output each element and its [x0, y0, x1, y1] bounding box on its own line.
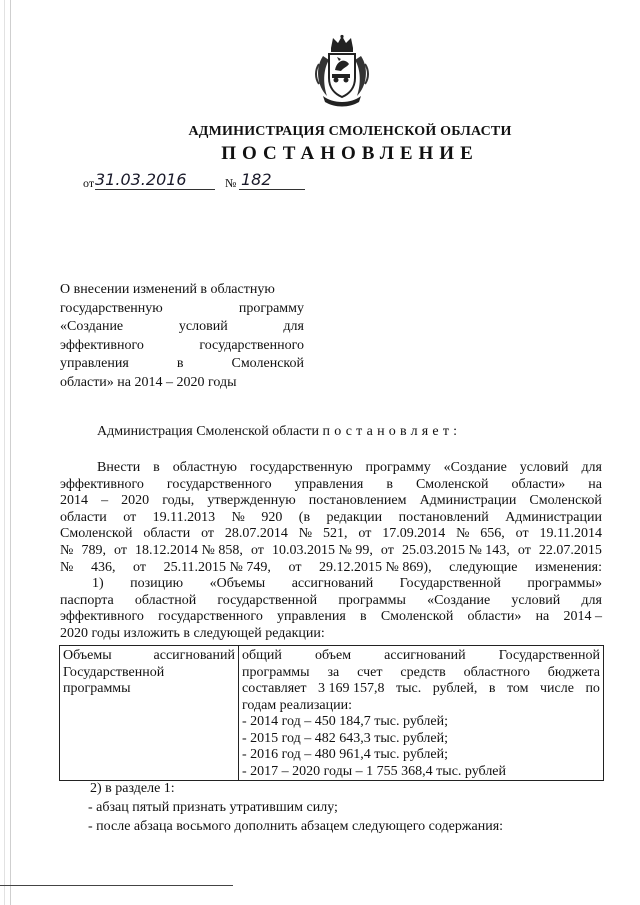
subject-line: О внесении изменений в областную	[60, 282, 275, 297]
body-line: 2020 годы изложить в следующей редакции:	[60, 625, 325, 641]
program-funding-table	[59, 645, 604, 781]
document-subject	[60, 281, 304, 392]
subject-line: государственную программу	[60, 300, 304, 316]
funding-position-label-cell: Объемы ассигнований Государственной программы	[60, 646, 239, 781]
date-underline	[95, 189, 215, 190]
body-line: 1) позицию «Объемы ассигнований Государственной программы»	[92, 576, 602, 592]
funding-value-cell: общий объем ассигнований Государственной программы за счет средств областного бюджета составляет 3 169 157,8 тыс. рублей, в том числе по годам реализации: - 2014 год – 450 184,7 тыс. рублей; - 2015 год – 482 643,3 тыс. рублей; - 2016 год – 480 961,4 тыс. рублей; - 2017 – 2020 годы – 1 755 368,4 тыс. рублей	[239, 646, 604, 781]
body-line: 2014 – 2020 годы, утвержденную постановлением Администрации Смоленской	[60, 493, 602, 509]
resolution-verb: постановляет:	[322, 424, 462, 439]
item-2: 2) в разделе 1:	[90, 781, 175, 796]
body-line: № 436, от 25.11.2015 № 749, от 29.12.2015 № 869), следующие изменения:	[60, 559, 602, 575]
body-line: области от 19.11.2013 № 920 (в редакции постановлений Администрации	[60, 509, 602, 525]
amendments-list	[90, 779, 503, 836]
bullet-2: - после абзаца восьмого дополнить абзацем следующего содержания:	[88, 819, 504, 834]
date-prefix: от	[83, 176, 95, 190]
document-title: ПОСТАНОВЛЕНИЕ	[221, 143, 479, 164]
funding-year-2015: - 2015 год – 482 643,3 тыс. рублей;	[242, 730, 449, 746]
funding-years-2017-2020: - 2017 – 2020 годы – 1 755 368,4 тыс. рублей	[242, 763, 507, 779]
date-number-line	[83, 170, 323, 194]
number-prefix: №	[225, 176, 237, 190]
coat-of-arms-emblem	[313, 34, 371, 108]
bullet-1: - абзац пятый признать утратившим силу;	[88, 800, 338, 815]
funding-year-2016: - 2016 год – 480 961,4 тыс. рублей;	[242, 747, 449, 762]
body-line: Внести в областную государственную программу «Создание условий для	[97, 460, 602, 475]
funding-year-2014: - 2014 год – 450 184,7 тыс. рублей;	[242, 714, 449, 729]
body-line: паспорта областной государственной программы «Создание условий для	[60, 592, 602, 608]
subject-line: эффективного государственного	[60, 337, 304, 353]
subject-line: «Создание условий для	[60, 319, 304, 334]
number-underline	[239, 189, 305, 190]
subject-line: управления в Смоленской	[60, 356, 304, 371]
handwritten-number: 182	[241, 170, 272, 189]
handwritten-date: 31.03.2016	[95, 170, 187, 189]
resolution-line	[97, 424, 461, 440]
organization-name: АДМИНИСТРАЦИЯ СМОЛЕНСКОЙ ОБЛАСТИ	[188, 124, 512, 139]
body-line: Смоленской области от 28.07.2014 № 521, от 17.09.2014 № 656, от 19.11.2014	[60, 526, 602, 542]
body-line: № 789, от 18.12.2014 № 858, от 10.03.2015 № 99, от 25.03.2015 № 143, от 22.07.2015	[60, 542, 602, 558]
table-row	[60, 646, 604, 781]
resolution-prefix: Администрация Смоленской области	[97, 424, 320, 439]
resolution-body	[60, 460, 602, 643]
body-line: эффективного государственного управления в Смоленской области» на 2014 –	[60, 609, 602, 625]
subject-line: области» на 2014 – 2020 годы	[60, 374, 237, 390]
footer-rule	[0, 885, 233, 886]
body-line: эффективного государственного управления в Смоленской области» на	[60, 476, 602, 492]
